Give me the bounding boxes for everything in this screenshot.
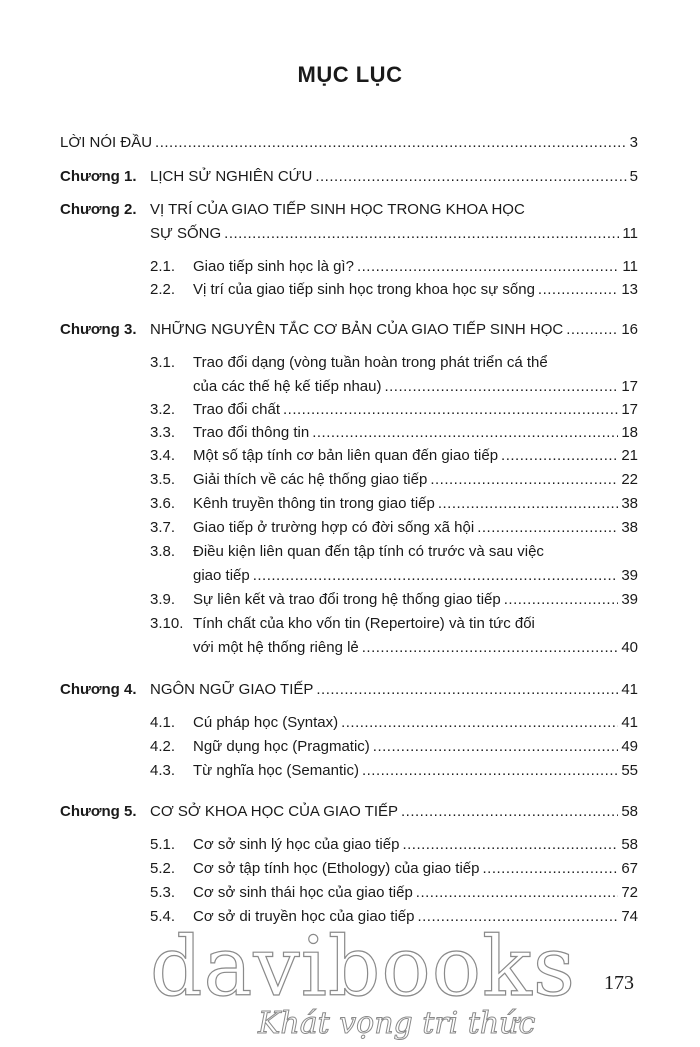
dot-leader xyxy=(566,318,618,342)
toc-entry-chapter-5[interactable] xyxy=(0,800,638,824)
toc-entry-text: VỊ TRÍ CỦA GIAO TIẾP SINH HỌC TRONG KHOA HỌC xyxy=(150,201,525,218)
toc-entry-text: Điều kiện liên quan đến tập tính có trước và sau việc xyxy=(193,543,544,560)
section-number: 3.2. xyxy=(150,401,176,418)
dot-leader xyxy=(504,588,619,612)
dot-leader xyxy=(401,800,618,824)
toc-entry-text: Tính chất của kho vốn tin (Repertoire) và tin tức đối xyxy=(193,615,535,632)
dot-leader xyxy=(362,636,619,660)
toc-entry-text: Trao đổi chất xyxy=(193,401,280,418)
toc-page-number: 58 xyxy=(621,803,638,820)
toc-page-number: 17 xyxy=(621,378,638,395)
toc-entry-text: Ngữ dụng học (Pragmatic) xyxy=(193,738,370,755)
toc-page-number: 3 xyxy=(629,134,638,151)
page-number: 173 xyxy=(604,972,634,994)
toc-entry-3-5[interactable] xyxy=(0,468,638,492)
toc-entry-text: Kênh truyền thông tin trong giao tiếp xyxy=(193,495,435,512)
toc-page-number: 41 xyxy=(621,681,638,698)
toc-entry-3-10-cont[interactable] xyxy=(0,636,638,660)
section-number: 2.2. xyxy=(150,281,176,298)
toc-page-number: 11 xyxy=(622,225,638,242)
watermark-slogan: Khát vọng tri thức xyxy=(258,1006,536,1041)
dot-leader xyxy=(341,711,618,735)
toc-page-number: 40 xyxy=(621,639,638,656)
toc-entry-text: của các thế hệ kế tiếp nhau) xyxy=(193,378,382,395)
toc-entry-3-8-cont[interactable] xyxy=(0,564,638,588)
toc-entry-text: Cơ sở tập tính học (Ethology) của giao tiếp xyxy=(193,860,480,877)
dot-leader xyxy=(438,492,618,516)
toc-page-number: 55 xyxy=(621,762,638,779)
toc-entry-text: giao tiếp xyxy=(193,567,250,584)
dot-leader xyxy=(283,398,618,422)
toc-page-number: 39 xyxy=(621,591,638,608)
toc-entry-5-1[interactable] xyxy=(0,833,638,857)
toc-entry-4-2[interactable] xyxy=(0,735,638,759)
toc-entry-3-7[interactable] xyxy=(0,516,638,540)
section-number: 3.1. xyxy=(150,354,176,371)
toc-entry-text: CƠ SỞ KHOA HỌC CỦA GIAO TIẾP xyxy=(150,803,398,820)
section-number: 3.6. xyxy=(150,495,176,512)
dot-leader xyxy=(416,881,619,905)
toc-entry-2-2[interactable] xyxy=(0,278,638,302)
toc-page-number: 17 xyxy=(621,401,638,418)
toc-entry-text: Sự liên kết và trao đổi trong hệ thống giao tiếp xyxy=(193,591,501,608)
toc-entry-text: Giao tiếp sinh học là gì? xyxy=(193,258,354,275)
toc-page-number: 72 xyxy=(621,884,638,901)
toc-entry-chapter-3[interactable] xyxy=(0,318,638,342)
toc-entry-3-10[interactable] xyxy=(0,612,638,636)
toc-entry-text: Trao đổi dạng (vòng tuần hoàn trong phát triển cá thể xyxy=(193,354,548,371)
toc-page-number: 58 xyxy=(621,836,638,853)
toc-entry-text: Một số tập tính cơ bản liên quan đến giao tiếp xyxy=(193,447,499,464)
chapter-label: Chương 3. xyxy=(60,321,137,338)
dot-leader xyxy=(538,278,618,302)
toc-page-number: 41 xyxy=(621,714,638,731)
toc-entry-chapter-1[interactable] xyxy=(0,165,638,189)
dot-leader xyxy=(483,857,619,881)
toc-page-number: 67 xyxy=(621,860,638,877)
toc-entry-text: LỜI NÓI ĐẦU xyxy=(60,134,153,151)
section-number: 3.7. xyxy=(150,519,176,536)
toc-entry-text: Trao đổi thông tin xyxy=(193,424,310,441)
section-number: 3.3. xyxy=(150,424,176,441)
chapter-label: Chương 1. xyxy=(60,168,137,185)
dot-leader xyxy=(357,255,619,279)
section-number: 2.1. xyxy=(150,258,176,275)
toc-entry-5-2[interactable] xyxy=(0,857,638,881)
toc-entry-text: Cơ sở sinh lý học của giao tiếp xyxy=(193,836,400,853)
section-number: 3.10. xyxy=(150,615,184,632)
chapter-label: Chương 2. xyxy=(60,201,137,218)
toc-entry-text: Vị trí của giao tiếp sinh học trong khoa học sự sống xyxy=(193,281,535,298)
page-title: MỤC LỤC xyxy=(297,62,403,87)
dot-leader xyxy=(253,564,619,588)
toc-entry-4-3[interactable] xyxy=(0,759,638,783)
toc-entry-text: Từ nghĩa học (Semantic) xyxy=(193,762,359,779)
section-number: 5.3. xyxy=(150,884,176,901)
toc-entry-3-1[interactable] xyxy=(0,351,638,375)
toc-page-number: 18 xyxy=(621,424,638,441)
toc-entry-2-1[interactable] xyxy=(0,255,638,279)
toc-page-number: 22 xyxy=(621,471,638,488)
dot-leader xyxy=(315,165,626,189)
toc-entry-3-4[interactable] xyxy=(0,444,638,468)
toc-page-number: 13 xyxy=(621,281,638,298)
dot-leader xyxy=(430,468,618,492)
toc-entry-preface[interactable] xyxy=(60,131,638,155)
dot-leader xyxy=(402,833,618,857)
toc-entry-text: Cơ sở di truyền học của giao tiếp xyxy=(193,908,415,925)
toc-page-number: 49 xyxy=(621,738,638,755)
section-number: 3.5. xyxy=(150,471,176,488)
toc-entry-3-2[interactable] xyxy=(0,398,638,422)
toc-page-number: 16 xyxy=(621,321,638,338)
section-number: 4.2. xyxy=(150,738,176,755)
toc-page-number: 39 xyxy=(621,567,638,584)
dot-leader xyxy=(155,131,627,155)
toc-entry-chapter-2-cont[interactable] xyxy=(0,222,638,246)
toc-entry-chapter-4[interactable] xyxy=(0,678,638,702)
section-number: 3.9. xyxy=(150,591,176,608)
dot-leader xyxy=(224,222,619,246)
dot-leader xyxy=(384,375,618,399)
toc-page-number: 74 xyxy=(621,908,638,925)
section-number: 3.4. xyxy=(150,447,176,464)
toc-entry-3-9[interactable] xyxy=(0,588,638,612)
toc-entry-3-1-cont[interactable] xyxy=(0,375,638,399)
toc-entry-text: Giải thích về các hệ thống giao tiếp xyxy=(193,471,428,488)
toc-page-number: 38 xyxy=(621,519,638,536)
dot-leader xyxy=(373,735,619,759)
toc-entry-text: Cú pháp học (Syntax) xyxy=(193,714,339,731)
toc-entry-text: Giao tiếp ở trường hợp có đời sống xã hội xyxy=(193,519,475,536)
section-number: 4.3. xyxy=(150,762,176,779)
toc-entry-text: LỊCH SỬ NGHIÊN CỨU xyxy=(150,168,313,185)
toc-page-number: 38 xyxy=(621,495,638,512)
toc-page-number: 11 xyxy=(622,258,638,275)
toc-entry-5-3[interactable] xyxy=(0,881,638,905)
chapter-label: Chương 4. xyxy=(60,681,137,698)
section-number: 4.1. xyxy=(150,714,176,731)
chapter-label: Chương 5. xyxy=(60,803,137,820)
toc-page-number: 5 xyxy=(629,168,638,185)
toc-entry-text: Cơ sở sinh thái học của giao tiếp xyxy=(193,884,413,901)
section-number: 3.8. xyxy=(150,543,176,560)
toc-entry-3-3[interactable] xyxy=(0,421,638,445)
toc-entry-4-1[interactable] xyxy=(0,711,638,735)
toc-entry-text: NGÔN NGỮ GIAO TIẾP xyxy=(150,681,314,698)
dot-leader xyxy=(316,678,618,702)
toc-entry-text: với một hệ thống riêng lẻ xyxy=(193,639,359,656)
toc-entry-3-6[interactable] xyxy=(0,492,638,516)
section-number: 5.4. xyxy=(150,908,176,925)
dot-leader xyxy=(312,421,618,445)
watermark-brand: davibooks xyxy=(150,920,576,1015)
toc-entry-text: NHỮNG NGUYÊN TẮC CƠ BẢN CỦA GIAO TIẾP SINH HỌC xyxy=(150,321,564,338)
dot-leader xyxy=(501,444,618,468)
toc-page-number: 21 xyxy=(621,447,638,464)
dot-leader xyxy=(362,759,618,783)
section-number: 5.2. xyxy=(150,860,176,877)
section-number: 5.1. xyxy=(150,836,176,853)
dot-leader xyxy=(477,516,618,540)
toc-entry-text: SỰ SỐNG xyxy=(150,225,222,242)
toc-entry-3-8[interactable] xyxy=(0,540,638,564)
toc-entry-chapter-2[interactable] xyxy=(0,198,638,222)
